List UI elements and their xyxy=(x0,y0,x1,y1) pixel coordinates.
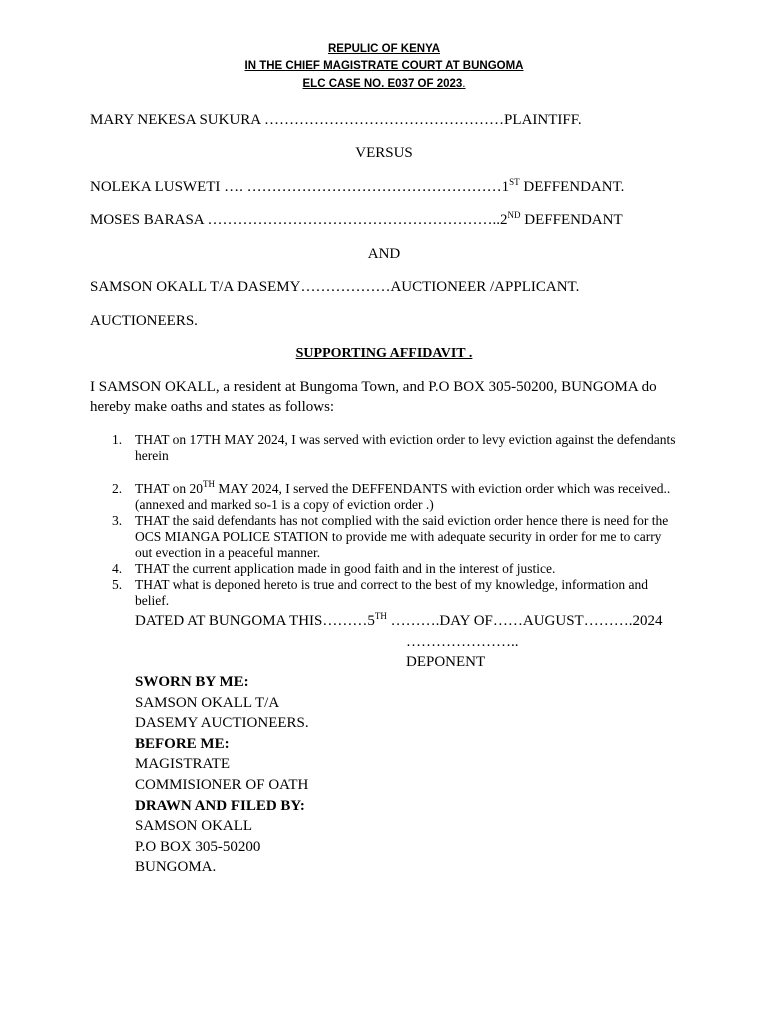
dated-text: DATED AT BUNGOMA THIS………5 xyxy=(135,613,375,629)
item-text-end: MAY 2024, I served the DEFFENDANTS with eviction order which was received.. (annexed and marked so-1 is a copy of eviction order .) xyxy=(135,481,671,512)
case-number-period: . xyxy=(462,78,466,90)
header-case-number xyxy=(0,76,768,93)
affidavit-item xyxy=(90,561,680,577)
sworn-by-name-1: SAMSON OKALL T/A xyxy=(135,694,280,711)
defendant-1-text: NOLEKA LUSWETI …. ……………………………………………1 xyxy=(90,179,510,195)
item-text-start: THAT on 20 xyxy=(135,481,204,496)
drawn-filed-line-1: SAMSON OKALL xyxy=(135,818,253,835)
drawn-filed-line-3: BUNGOMA. xyxy=(135,859,217,876)
header-republic: REPULIC OF KENYA xyxy=(327,43,441,55)
item-number: 5. xyxy=(112,577,123,592)
applicant-line: SAMSON OKALL T/A DASEMY………………AUCTIONEER /APPLICANT. xyxy=(90,279,580,295)
case-number-text: ELC CASE NO. E037 OF 2023 xyxy=(302,78,463,90)
deponent-signature-line: ………………….. xyxy=(406,634,519,650)
affidavit-item xyxy=(90,577,680,609)
deponent-label: DEPONENT xyxy=(406,654,486,670)
defendant-2-ordinal: ND xyxy=(507,210,521,220)
defendant-2-line xyxy=(90,210,623,230)
sworn-by-heading: SWORN BY ME: xyxy=(135,674,249,690)
affidavit-item xyxy=(90,513,680,561)
signature-block xyxy=(135,672,309,878)
item-number: 4. xyxy=(112,561,123,576)
before-me-line-1: MAGISTRATE xyxy=(135,756,231,773)
item-number: 3. xyxy=(112,513,123,528)
dated-line xyxy=(135,611,662,631)
affidavit-items xyxy=(90,432,680,609)
sworn-by-name-2: DASEMY AUCTIONEERS. xyxy=(135,715,309,732)
intro-paragraph: I SAMSON OKALL, a resident at Bungoma Town, and P.O BOX 305-50200, BUNGOMA do hereby make oaths and states as follows: xyxy=(90,379,657,415)
before-me-heading: BEFORE ME: xyxy=(135,735,230,752)
versus-line: VERSUS xyxy=(355,145,413,161)
defendant-2-role: DEFFENDANT xyxy=(520,212,623,228)
drawn-filed-line-2: P.O BOX 305-50200 xyxy=(135,838,261,855)
item-number: 1. xyxy=(112,432,123,447)
affidavit-item xyxy=(90,481,680,513)
defendant-1-ordinal: ST xyxy=(509,177,520,187)
item-number: 2. xyxy=(112,481,123,496)
defendant-1-line xyxy=(90,177,624,197)
plaintiff-line: MARY NEKESA SUKURA …………………………………………PLAINTIFF. xyxy=(90,112,582,128)
item-text: THAT what is deponed hereto is true and correct to the best of my knowledge, information and belief. xyxy=(135,577,648,608)
item-text: THAT the current application made in good faith and in the interest of justice. xyxy=(135,561,556,576)
item-text: THAT the said defendants has not complied with the said eviction order hence there is need for the OCS MIANGA POLICE STATION to provide me with adequate security in order for me to carry out evection in a peaceful manner. xyxy=(135,513,669,560)
defendant-2-text: MOSES BARASA …………………………………………………..2 xyxy=(90,212,508,228)
dated-month-year: ……….DAY OF……AUGUST……….2024 xyxy=(386,613,663,629)
auctioneers-line: AUCTIONEERS. xyxy=(90,313,198,329)
and-line: AND xyxy=(367,246,401,262)
item-ordinal: TH xyxy=(203,479,216,489)
affidavit-item xyxy=(90,432,680,464)
defendant-1-role: DEFFENDANT. xyxy=(519,179,625,195)
document-title: SUPPORTING AFFIDAVIT . xyxy=(295,346,473,361)
drawn-filed-heading: DRAWN AND FILED BY: xyxy=(135,797,305,814)
dated-ordinal: TH xyxy=(374,611,387,621)
item-text: THAT on 17TH MAY 2024, I was served with eviction order to levy eviction against the defendants herein xyxy=(135,432,676,463)
header-court: IN THE CHIEF MAGISTRATE COURT AT BUNGOMA xyxy=(244,60,524,72)
before-me-line-2: COMMISIONER OF OATH xyxy=(135,776,309,793)
